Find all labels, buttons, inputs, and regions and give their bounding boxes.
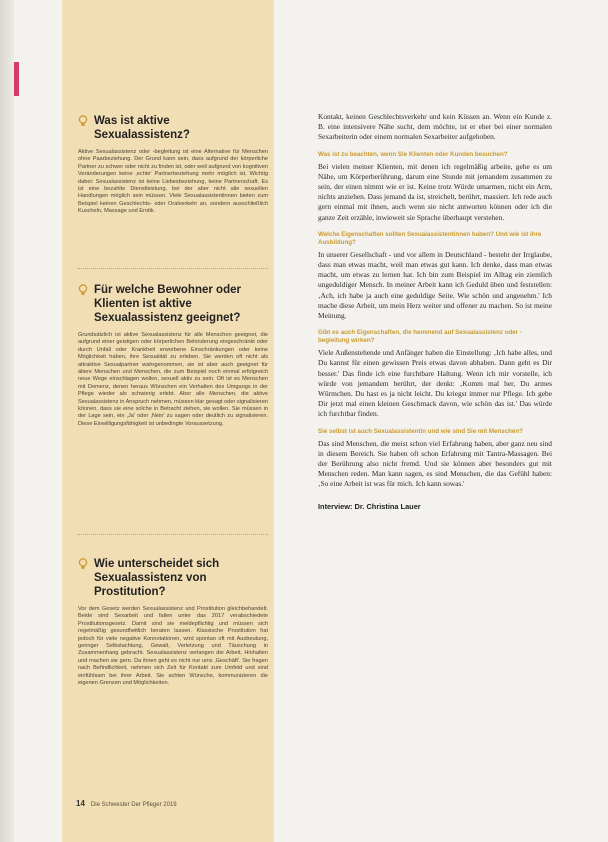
- section-paragraph: Aktive Sexualassistenz oder -begleitung ist eine Alternative für Menschen ohne Paarbeziehung. Der Grund kann sein, dass aufgrund der körperliche Partner zu schwer oder nicht zu finden ist, oder weil aufgrund von kognitiven Veränderungen keine ‚echte' Partnerbeziehung mehr möglich ist. Wichtig dabei: Sexualassistenz ist keine Liebesbeziehung, keine Partnerschaft. Es ist eine bezahlte Dienstleistung, bei der aber nicht alle sexuellen Handlungen möglich sein müssen. Viele Sexualassistentinnen bieten zum Beispiel keinen Geschlechts- oder Oralverkehr an, sondern ausschließlich Kuscheln, Massage und Erotik.: [78, 149, 268, 215]
- lightbulb-icon: [78, 115, 88, 127]
- section-text: [78, 332, 268, 428]
- dotted-divider: [78, 268, 268, 269]
- interview-answer: Viele Außenstehende und Anfänger haben die Einstellung: ‚Ich habe alles, und Du kannst für einen gewissen Preis etwas davon abhaben. Dann geht es Dir besser.' Das finde ich eine furchtbare Haltung. Wenn ich mir vorstelle, ich würde von jemandem berührt, der denkt: ‚Komm mal her, Du armes Würmchen. Du hast es ja nicht leicht. Du kriegst immer nur Pflege. Ich gebe Dir jetzt mal einen kleinen Geschmack davon, wie schön das ist.' Das würde ich furchtbar finden.: [318, 348, 552, 419]
- lightbulb-icon: [78, 558, 88, 570]
- sidebar-section-3: [78, 557, 268, 687]
- lightbulb-icon: [78, 284, 88, 296]
- interview-answer: Bei vielen meiner Klienten, mit denen ich regelmäßig arbeite, gehe es um Nähe, um Körperberührung, darum eine Stunde mit jemandem zusammen zu sein, der einen nimmt wie er ist. Keine trotz Würde umarmen, nicht ein Arm, nichts anziehen. Dass jemand da ist, streichelt, berührt, massiert. Ich rede auch gern einmal mit ihnen, auch wenn sie nicht antworten können oder ich die ganze Zeit erzähle, inwieweit sie Sprache überhaupt verstehen.: [318, 161, 552, 222]
- interview-credit: Interview: Dr. Christina Lauer: [318, 501, 421, 511]
- interview-question: Was ist zu beachten, wenn Sie Klienten oder Kunden besuchen?: [318, 150, 508, 158]
- section-title: [78, 114, 268, 142]
- page-footer: [76, 799, 177, 808]
- section-title-text: Für welche Bewohner oder Klienten ist aktive Sexualassistenz geeignet?: [94, 284, 241, 324]
- section-text: [78, 606, 268, 687]
- publication-name: Die Schwester Der Pfleger 2019: [90, 802, 177, 808]
- sidebar-section-2: [78, 283, 268, 428]
- interview-answer: In unserer Gesellschaft - und vor allem in Deutschland - besteht der Irrglaube, dass man etwas macht, weil man etwas gut kann. Ich denke, dass man etwas macht, um etwas zu lernen hat. Ich bin zum Beispiel im Alltag ein ziemlich ungeduldiger Mensch. In meiner Arbeit kann ich Geduld üben und feststellen: ‚Ach, ich habe ja auch eine geduldige Seite. Wie schön und angenehm.' Ich mache diese Arbeit, um mein Herz weiter und offener zu machen. So ist meine Meinung.: [318, 249, 552, 321]
- dotted-divider: [78, 534, 268, 535]
- page-number: 14: [76, 799, 85, 808]
- interview-question: Gibt es auch Eigenschaften, die hemmend auf Sexualassistenz oder -begleitung wirken?: [318, 329, 522, 345]
- interview-answer: Das sind Menschen, die meist schon viel Erfahrung haben, aber ganz neu sind in diesem Bereich. Sie haben oft schon Erfahrung mit Tantra-Massagen. Bei der Berührung also nicht fremd. Und sie können aber besonders gut mit Menschen reden. Man kann sagen, es sind Menschen, die das Gefühl haben: ‚So eine Arbeit ist was für mich. Ich kann sowas.': [318, 438, 552, 489]
- interview-question: Sie selbst ist auch Sexualassistentin und wie sind Sie mit Menschen?: [318, 427, 523, 435]
- interview-question: Welche Eigenschaften sollten Sexualassistentinnen haben? Und wie ist ihre Ausbildung?: [318, 230, 542, 246]
- section-paragraph: Vor dem Gesetz werden Sexualassistenz und Prostitution gleichbehandelt. Beide sind Sexarbeit und fallen unter das 2017 verabschiedete Prostitutionsgesetz. Damit sind sie meldepflichtig und müssen sich regelmäßig gesundheitlich beraten lassen. Klassische Prostitution hat jedoch für viele negative Konnotationen, wird spontan oft mit Ausbeutung, geringer Selbstachtung, Gewalt, Verletzung und Täuschung in Zusammenhang gebracht. Sexualassistenz verlangen die Arbeit, Hinhalten und machen sie gern. Da ihnen geht es nicht nur ums ‚Geschäft'. Sie fragen nach Befindlichkeit, nehmen sich Zeit für Kontakt zum Umfeld und sind einfühlsam bei ihrer Arbeit. Sie achten Wünsche, kommunizieren die eigenen Grenzen und Möglichkeiten.: [78, 606, 268, 687]
- scan-edge: [0, 0, 14, 842]
- section-title: [78, 557, 268, 599]
- opening-paragraph: Kontakt, keinen Geschlechtsverkehr und kein Küssen an. Wenn ein Kunde z. B. eine intensivere Nähe sucht, dem möchte, ist er eher bei einer normalen Sexarbeiterin oder einem normalen Sexarbeiter aufgehoben.: [318, 112, 552, 142]
- section-paragraph: Grundsätzlich ist aktive Sexualassistenz für alle Menschen geeignet, die aufgrund einer geistigen oder körperlichen Behinderung eingeschränkt oder durch Unfall oder Krankheit erworbene Einschränkungen oder keine Möglichkeit haben, ihre Sexualität zu erleben. Sie werden oft nicht als attraktive Sexualpartner wahrgenommen, sie ist aber auch geeignet für ältere Menschen und Menschen, die zum Beispiel noch einmal erfolgreich neue Wege einschlagen wollen, sexuell aktiv zu sein. Oft ist es Menschen mit Demenz, denen heraus Wünschen ein Verhalten des Umgangs in der Pflege wieder als schwierig erlebt. Aber alle Menschen, die aktive Sexualassistenz in Anspruch nehmen, müssen klar gesagt oder signalisieren können, dass sie eine solche in Betracht ziehen, sie wollen. Sie müssen in der Lage sein, ein ‚Ja' oder ‚Nein' zu sagen oder deutlich zu signalisieren. Diese Einwilligungsfähigkeit ist unbedingte Voraussetzung.: [78, 332, 268, 427]
- sidebar-section-1: [78, 114, 268, 216]
- section-title-text: Was ist aktive Sexualassistenz?: [94, 115, 190, 141]
- section-title-text: Wie unterscheidet sich Sexualassistenz von Prostitution?: [94, 558, 220, 598]
- page-edge-marker: [14, 62, 19, 96]
- article-column: [318, 112, 552, 511]
- section-title: [78, 283, 268, 325]
- section-text: [78, 149, 268, 216]
